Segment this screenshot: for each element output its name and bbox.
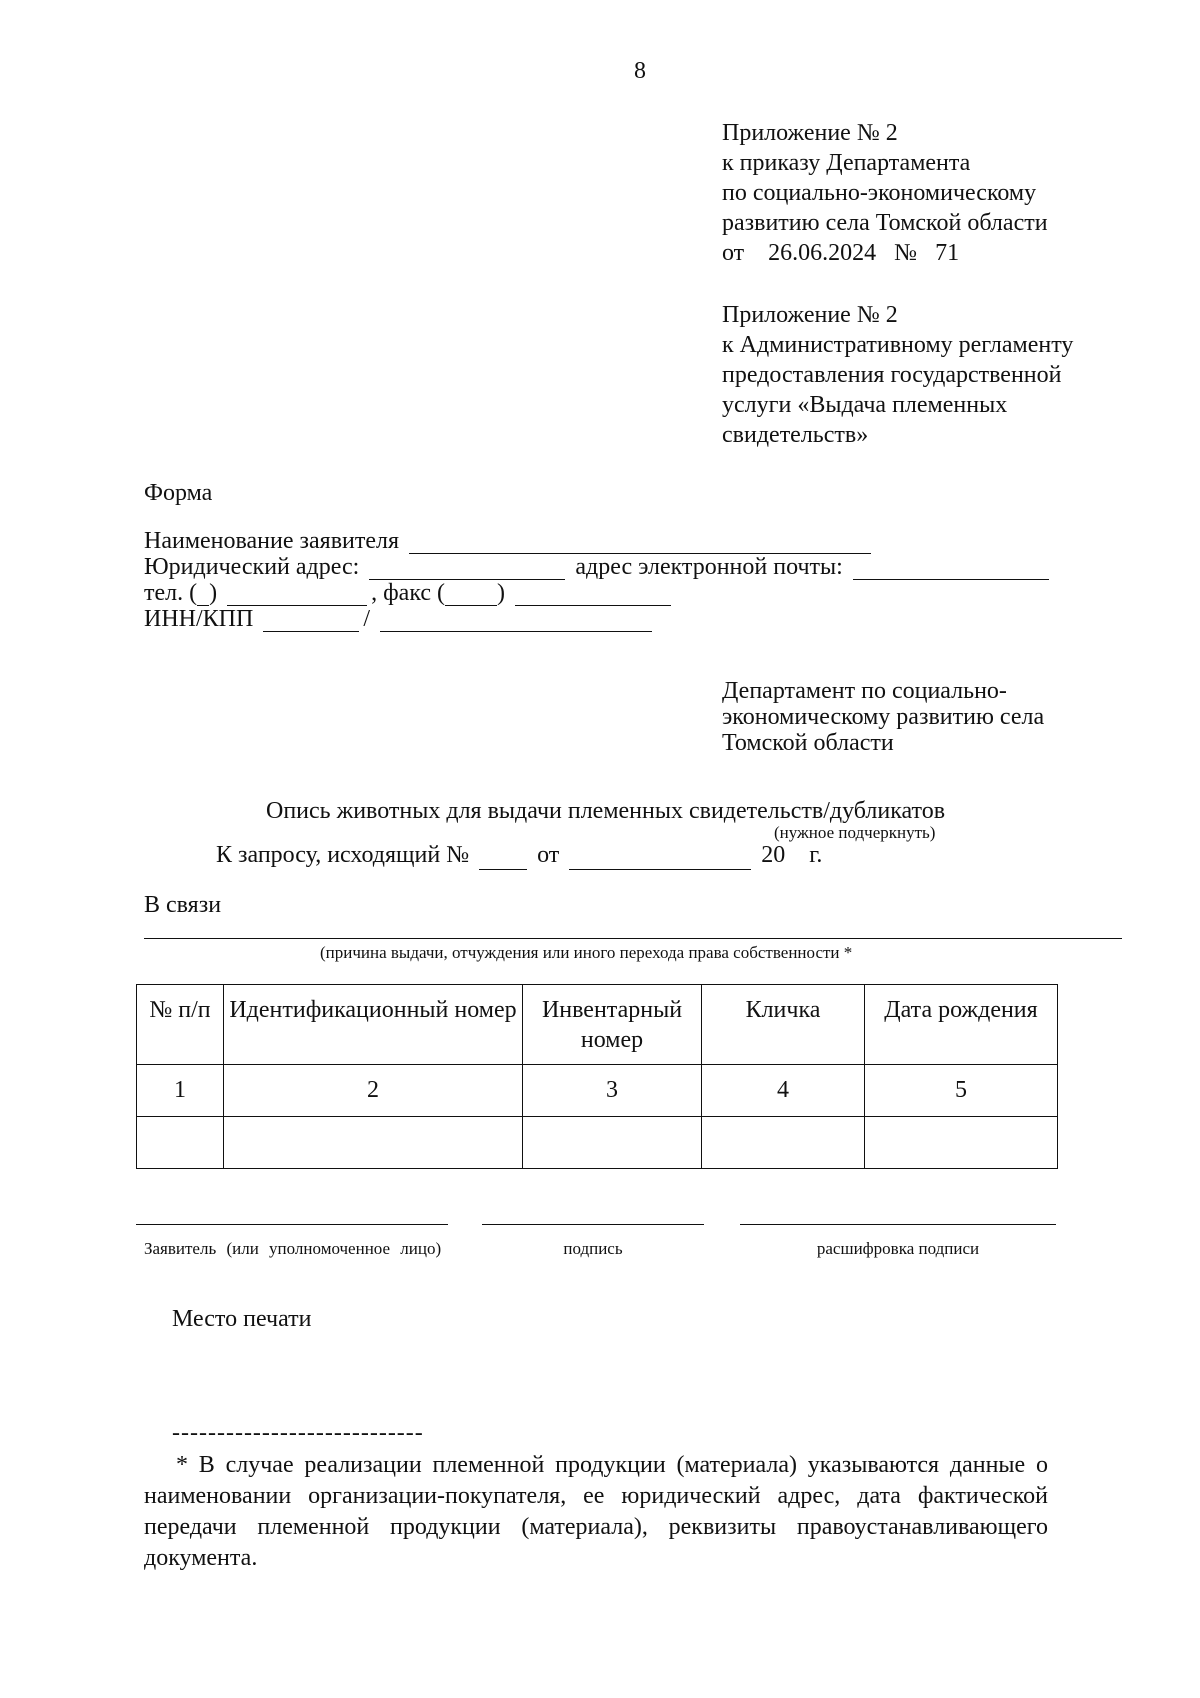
table-row bbox=[137, 1117, 1058, 1169]
applicant-name-field[interactable] bbox=[409, 531, 871, 554]
table-cell: 3 bbox=[523, 1065, 702, 1117]
footnote-separator: ---------------------------- bbox=[172, 1420, 424, 1446]
table-cell[interactable] bbox=[702, 1117, 865, 1169]
reason-label: В связи bbox=[144, 892, 222, 918]
order-date: 26.06.2024 bbox=[768, 240, 877, 266]
header-cell: Кличка bbox=[702, 985, 865, 1065]
phone-field[interactable] bbox=[227, 583, 367, 606]
request-date-field[interactable] bbox=[569, 847, 751, 870]
request-line bbox=[216, 840, 822, 870]
header-cell: Дата рождения bbox=[865, 985, 1058, 1065]
fax-code-field[interactable] bbox=[445, 583, 497, 606]
appendix-regulation-line: услуги «Выдача племенных bbox=[722, 392, 1008, 418]
table-number-row bbox=[137, 1065, 1058, 1117]
applicant-signature-line[interactable] bbox=[136, 1224, 448, 1225]
appendix-order-block bbox=[722, 118, 1048, 268]
applicant-block bbox=[144, 528, 1053, 632]
phone-code-field[interactable] bbox=[197, 583, 209, 606]
table-cell: 1 bbox=[137, 1065, 224, 1117]
footnote: * В случае реализации племенной продукции (материала) указываются данные о наименовании организации-покупателя, ее юридический адрес, дата фактической передачи племенной продукции (материала), реквизиты правоустанавливающего документа. bbox=[144, 1452, 1048, 1571]
legal-address-label: Юридический адрес: bbox=[144, 554, 360, 580]
applicant-address-row bbox=[144, 554, 1053, 580]
table-cell: 5 bbox=[865, 1065, 1058, 1117]
recipient-line: Томской области bbox=[722, 730, 894, 756]
applicant-name-label: Наименование заявителя bbox=[144, 528, 400, 554]
recipient-block bbox=[722, 678, 1044, 756]
appendix-order-date-line bbox=[722, 238, 1048, 268]
appendix-regulation-block bbox=[722, 300, 1073, 450]
kpp-field[interactable] bbox=[380, 609, 652, 632]
applicant-caption: Заявитель (или уполномоченное лицо) bbox=[144, 1239, 442, 1258]
inn-field[interactable] bbox=[263, 609, 359, 632]
title-note: (нужное подчеркнуть) bbox=[774, 823, 936, 842]
table-cell: 4 bbox=[702, 1065, 865, 1117]
fax-field[interactable] bbox=[515, 583, 671, 606]
signature-line[interactable] bbox=[482, 1224, 704, 1225]
table-header-row bbox=[137, 985, 1058, 1065]
form-label: Форма bbox=[144, 480, 213, 506]
appendix-regulation-line: свидетельств» bbox=[722, 422, 869, 448]
request-prefix: К запросу, исходящий № bbox=[216, 842, 470, 868]
table-cell: 2 bbox=[224, 1065, 523, 1117]
legal-address-field[interactable] bbox=[369, 557, 565, 580]
appendix-regulation-line: Приложение № 2 bbox=[722, 302, 898, 328]
phone-paren-close: ) bbox=[209, 580, 218, 606]
request-year: 20 bbox=[761, 842, 786, 868]
phone-label: тел. ( bbox=[144, 580, 198, 606]
order-number: 71 bbox=[935, 240, 960, 266]
signature-decoding-line[interactable] bbox=[740, 1224, 1056, 1225]
number-prefix: № bbox=[894, 240, 918, 266]
fax-label: , факс ( bbox=[371, 580, 446, 606]
signature-caption: подпись bbox=[563, 1239, 623, 1258]
recipient-line: экономическому развитию села bbox=[722, 704, 1045, 730]
appendix-order-line: Приложение № 2 bbox=[722, 120, 898, 146]
document-title: Опись животных для выдачи племенных свидетельств/дубликатов bbox=[266, 798, 946, 824]
applicant-name-row bbox=[144, 528, 1053, 554]
appendix-regulation-line: предоставления государственной bbox=[722, 362, 1062, 388]
date-prefix: от bbox=[722, 240, 745, 266]
header-cell: Идентификационный номер bbox=[224, 985, 523, 1065]
inn-kpp-label: ИНН/КПП bbox=[144, 606, 254, 632]
request-number-field[interactable] bbox=[479, 847, 527, 870]
page-number: 8 bbox=[634, 58, 646, 84]
animals-table bbox=[136, 984, 1058, 1169]
table-cell[interactable] bbox=[224, 1117, 523, 1169]
decoding-caption: расшифровка подписи bbox=[816, 1239, 980, 1258]
table-cell[interactable] bbox=[865, 1117, 1058, 1169]
applicant-contacts-row bbox=[144, 580, 1053, 606]
stamp-place: Место печати bbox=[172, 1306, 312, 1332]
appendix-regulation-line: к Административному регламенту bbox=[722, 332, 1074, 358]
inn-separator: / bbox=[363, 606, 371, 632]
recipient-line: Департамент по социально- bbox=[722, 678, 1007, 704]
appendix-order-line: по социально-экономическому bbox=[722, 180, 1037, 206]
reason-field[interactable] bbox=[144, 938, 1122, 939]
appendix-order-line: развитию села Томской области bbox=[722, 210, 1048, 236]
request-from: от bbox=[537, 842, 560, 868]
header-cell: Инвентарный номер bbox=[523, 985, 702, 1065]
applicant-inn-row bbox=[144, 606, 1053, 632]
email-field[interactable] bbox=[853, 557, 1049, 580]
reason-caption: (причина выдачи, отчуждения или иного перехода права собственности * bbox=[320, 943, 853, 962]
header-cell: № п/п bbox=[137, 985, 224, 1065]
request-year-suffix: г. bbox=[809, 842, 823, 868]
appendix-order-line: к приказу Департамента bbox=[722, 150, 971, 176]
email-label: адрес электронной почты: bbox=[575, 554, 843, 580]
table-cell[interactable] bbox=[523, 1117, 702, 1169]
table-cell[interactable] bbox=[137, 1117, 224, 1169]
fax-paren-close: ) bbox=[497, 580, 506, 606]
